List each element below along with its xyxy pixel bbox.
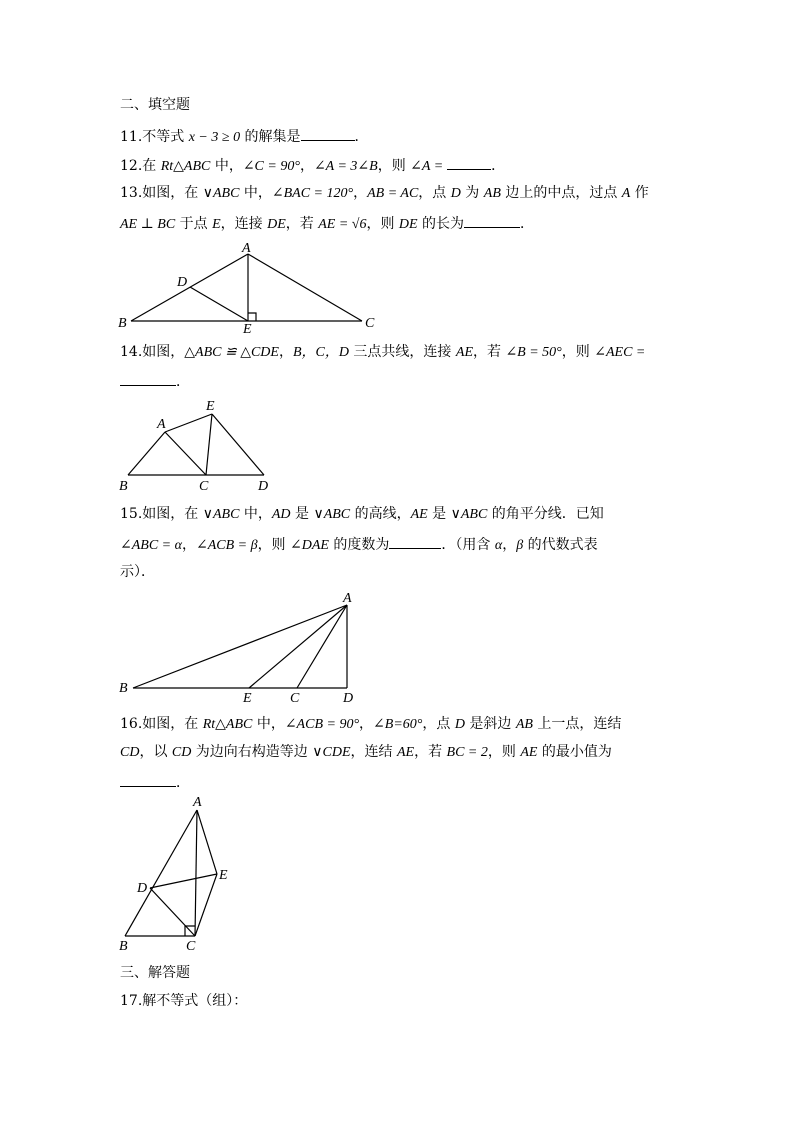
question-17: 17.解不等式（组）： <box>120 993 248 1009</box>
question-15-line-2: ∠ABC = α，∠ACB = β，则 ∠DAE 的度数为 ．（用含 α，β 的代数式表 <box>120 534 598 555</box>
segment-ba <box>125 810 197 936</box>
segment-ae <box>249 605 347 688</box>
fig13-label-d: D <box>177 275 188 290</box>
fig16-label-e: E <box>219 868 228 883</box>
fig16-label-d: D <box>137 881 148 896</box>
fig16-label-c: C <box>186 939 196 954</box>
fig13-label-c: C <box>365 316 375 331</box>
question-16-line-3: ． <box>120 772 190 792</box>
fig15-label-b: B <box>119 681 128 696</box>
segment-ac <box>297 605 347 688</box>
fig16-label-a: A <box>193 795 202 810</box>
segment-de <box>150 874 217 888</box>
segment-ae <box>197 810 217 874</box>
question-14-line-1: 14.如图，△ABC ≌ △CDE，B，C，D 三点共线，连接 AE，若 ∠B = 50°，则 ∠AEC = <box>120 344 646 360</box>
question-15-line-1: 15.如图，在 ∨ABC 中，AD 是 ∨ABC 的高线，AE 是 ∨ABC 的角平分线．已知 <box>120 506 604 522</box>
segment-dc <box>150 888 195 936</box>
segment-ce <box>206 414 212 475</box>
segment-ec <box>195 874 217 936</box>
segment-de <box>190 287 248 321</box>
section-heading-fill-blank: 二、填空题 <box>120 97 190 113</box>
figure-13 <box>131 254 362 321</box>
question-15-line-3: 示）． <box>120 564 155 580</box>
question-16-line-1: 16.如图，在 Rt△ABC 中，∠ACB = 90°，∠B=60°，点 D 是斜边 AB 上一点，连结 <box>120 716 622 732</box>
fig13-label-a: A <box>242 241 251 256</box>
question-16-line-2: CD，以 CD 为边向右构造等边 ∨CDE，连结 AE，若 BC = 2，则 AE 的最小值为 <box>120 744 612 760</box>
fig15-label-e: E <box>243 691 252 706</box>
segment-ed <box>212 414 264 475</box>
segment-ae <box>165 414 212 432</box>
fig14-label-e: E <box>206 399 215 414</box>
figure-15 <box>133 605 347 688</box>
fig13-label-e: E <box>243 322 252 337</box>
segment-ac <box>248 254 362 321</box>
fig14-label-c: C <box>199 479 209 494</box>
fig14-label-d: D <box>258 479 269 494</box>
question-13-line-1: 13.如图，在 ∨ABC 中，∠BAC = 120°，AB = AC，点 D 为 AB 边上的中点，过点 A 作 <box>120 185 649 201</box>
segment-ac <box>195 810 197 936</box>
fig15-label-d: D <box>343 691 354 706</box>
fig15-label-a: A <box>343 591 352 606</box>
question-13-line-2: AE ⊥ BC 于点 E，连接 DE，若 AE = √6，则 DE 的长为 ． <box>120 213 534 234</box>
figure-14 <box>128 414 264 475</box>
segment-ba <box>133 605 347 688</box>
question-12: 12.在 Rt△ABC 中，∠C = 90°，∠A = 3∠B，则 ∠A = ． <box>120 155 505 176</box>
fig14-label-b: B <box>119 479 128 494</box>
fig14-label-a: A <box>157 417 166 432</box>
question-14-line-2: ． <box>120 371 190 391</box>
fig13-label-b: B <box>118 316 127 331</box>
right-angle-mark <box>248 313 256 321</box>
figure-16 <box>125 810 217 936</box>
fig15-label-c: C <box>290 691 300 706</box>
segment-ba <box>128 432 165 475</box>
fig16-label-b: B <box>119 939 128 954</box>
section-heading-answer: 三、解答题 <box>120 965 190 981</box>
segment-ac <box>165 432 206 475</box>
question-11: 11.不等式 x − 3 ≥ 0 的解集是 ． <box>120 126 369 147</box>
